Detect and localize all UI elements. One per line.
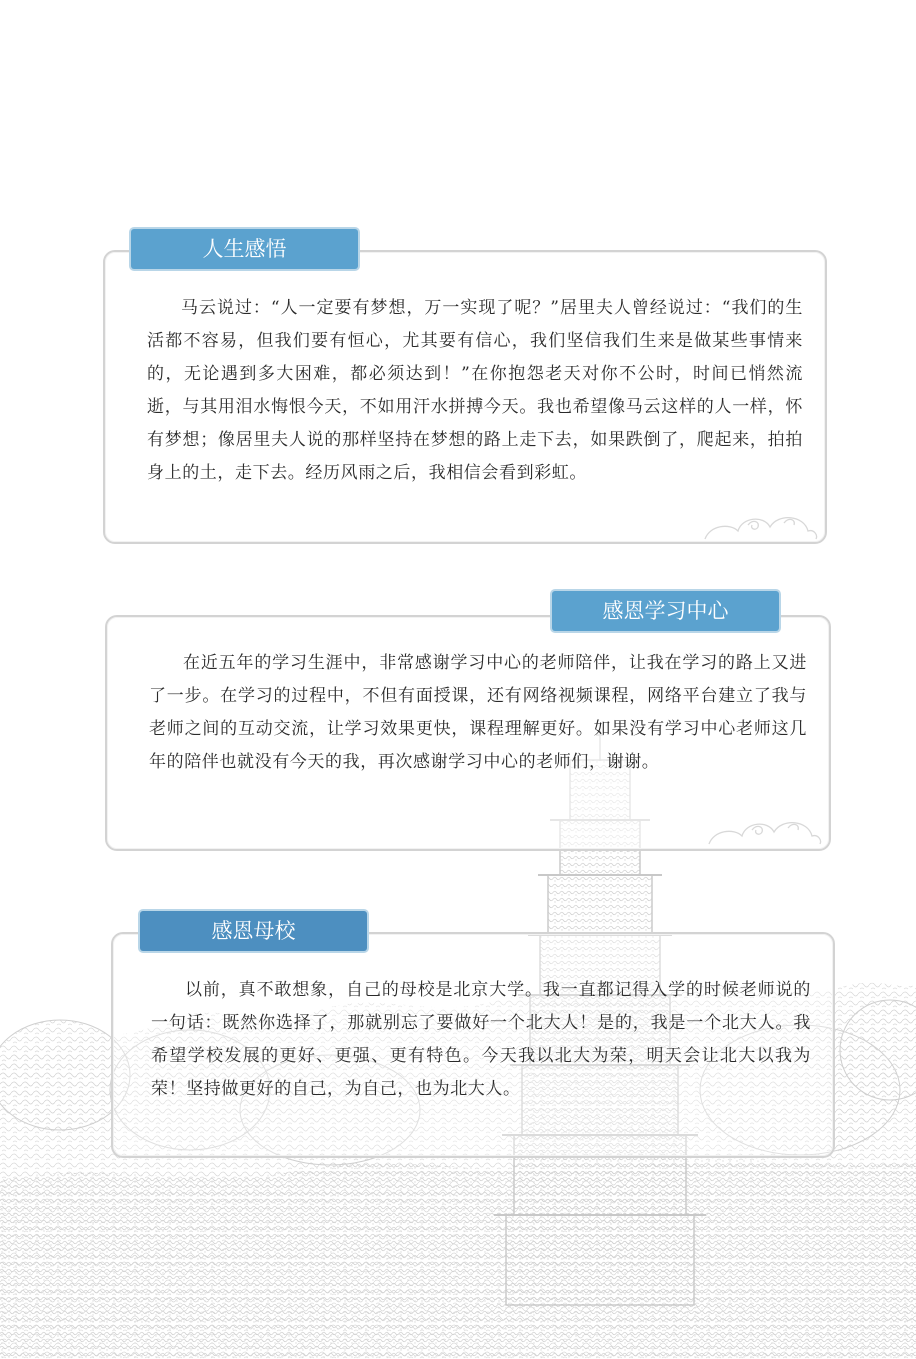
section-thanks-alma-mater bbox=[111, 932, 835, 1158]
section-life-insight-title: 人生感悟 bbox=[131, 229, 358, 269]
cloud-ornament-icon bbox=[700, 495, 820, 543]
section-thanks-learning-center-text: 在近五年的学习生涯中，非常感谢学习中心的老师陪伴，让我在学习的路上又进了一步。在学习的过程中，不但有面授课，还有网络视频课程，网络平台建立了我与老师之间的互动交流，让学习效果更快，课程理解更好。如果没有学习中心老师这几年的陪伴也就没有今天的我，再次感谢学习中心的老师们，谢谢。 bbox=[149, 653, 807, 772]
section-life-insight-text: 马云说过：“人一定要有梦想，万一实现了呢？”居里夫人曾经说过：“我们的生活都不容易，但我们要有恒心，尤其要有信心，我们坚信我们生来是做某些事情来的，无论遇到多大困难，都必须达到！”在你抱怨老天对你不公时，时间已悄然流逝，与其用泪水悔恨今天，不如用汗水拼搏今天。我也希望像马云这样的人一样，怀有梦想；像居里夫人说的那样坚持在梦想的路上走下去，如果跌倒了，爬起来，拍拍身上的土，走下去。经历风雨之后，我相信会看到彩虹。 bbox=[147, 298, 803, 483]
cloud-ornament-icon bbox=[704, 800, 824, 848]
section-thanks-alma-mater-text: 以前，真不敢想象，自己的母校是北京大学。我一直都记得入学的时候老师说的一句话：既然你选择了，那就别忘了要做好一个北大人！是的，我是一个北大人。我希望学校发展的更好、更强、更有特色。今天我以北大为荣，明天会让北大以我为荣！坚持做更好的自己，为自己，也为北大人。 bbox=[151, 980, 811, 1099]
section-thanks-learning-center-title: 感恩学习中心 bbox=[552, 591, 779, 631]
section-thanks-alma-mater-title: 感恩母校 bbox=[140, 911, 367, 951]
